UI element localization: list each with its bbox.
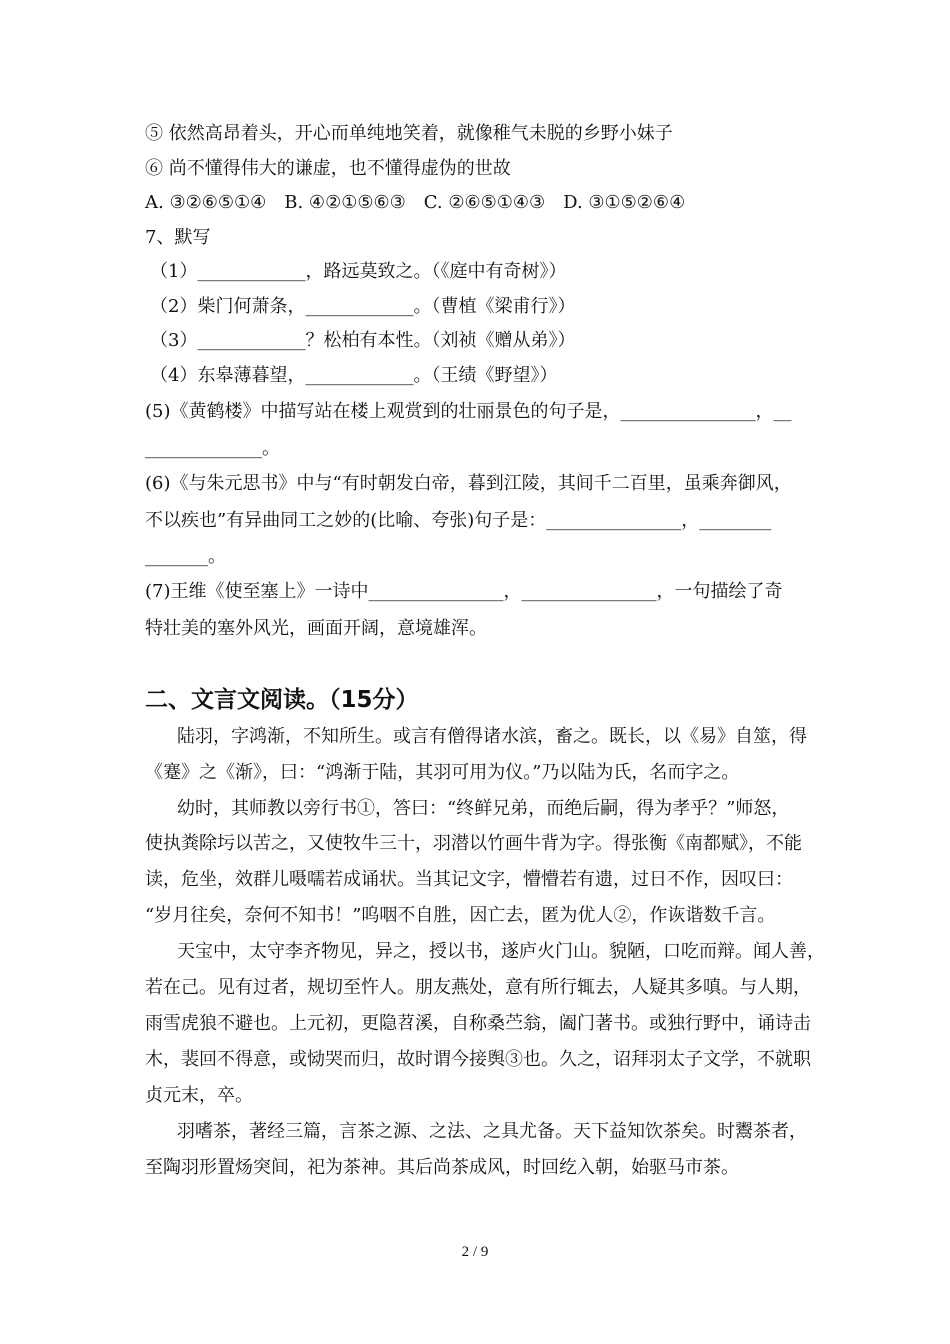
passage-p1-line2: 《蹇》之《渐》，曰：“鸿渐于陆，其羽可用为仪。”乃以陆为氏，名而字之。 bbox=[145, 762, 740, 783]
page-number: 2 / 9 bbox=[461, 1244, 489, 1260]
passage-p3-line3: 雨雪虎狼不避也。上元初，更隐苕溪，自称桑苎翁，阖门著书。或独行野中，诵诗击 bbox=[145, 1013, 811, 1034]
dictation-q5-line2: _____________。 bbox=[145, 438, 280, 459]
passage-p1-line1: 陆羽，字鸿渐，不知所生。或言有僧得诸水滨，畜之。既长，以《易》自筮，得 bbox=[177, 726, 807, 747]
dictation-q6-line1: (6)《与朱元思书》中与“有时朝发白帝，暮到江陵，其间千二百里，虽乘奔御风， bbox=[145, 473, 792, 494]
dictation-q1: （1）____________，路远莫致之。（《庭中有奇树》） bbox=[150, 261, 567, 282]
passage-p3-line1: 天宝中，太守李齐物见，异之，授以书，遂庐火门山。貌陋，口吃而辩。闻人善， bbox=[177, 941, 825, 962]
dictation-q6-line2: 不以疾也”有异曲同工之妙的(比喻、夸张)句子是：_______________，________ bbox=[145, 510, 772, 531]
dictation-q5-line1: (5)《黄鹤楼》中描写站在楼上观赏到的壮丽景色的句子是，_______________，__ bbox=[145, 401, 792, 422]
dictation-q6-line3: _______。 bbox=[145, 546, 226, 567]
dictation-q3: （3）____________？松柏有本性。（刘祯《赠从弟》） bbox=[150, 330, 576, 351]
passage-p2-line2: 使执粪除圬以苦之，又使牧牛三十，羽潜以竹画牛背为字。得张衡《南都赋》，不能 bbox=[145, 833, 802, 854]
option-item-6: ⑥ 尚不懂得伟大的谦虚，也不懂得虚伪的世故 bbox=[145, 158, 511, 179]
passage-p3-line5: 贞元末，卒。 bbox=[145, 1085, 253, 1106]
passage-p4-line2: 至陶羽形置炀突间，祀为茶神。其后尚茶成风，时回纥入朝，始驱马市茶。 bbox=[145, 1157, 739, 1178]
passage-p2-line1: 幼时，其师教以旁行书①，答曰：“终鲜兄弟，而绝后嗣，得为孝乎？”师怒， bbox=[177, 798, 790, 819]
passage-p2-line3: 读，危坐，效群儿嗫嚅若成诵状。当其记文字，懵懵若有遗，过日不作，因叹曰： bbox=[145, 869, 793, 890]
dictation-q7-line2: 特壮美的塞外风光，画面开阔，意境雄浑。 bbox=[145, 618, 487, 639]
section-heading: 二、文言文阅读。（15分） bbox=[145, 687, 419, 713]
passage-p3-line4: 木，裴回不得意，或恸哭而归，故时谓今接舆③也。久之，诏拜羽太子文学，不就职 bbox=[145, 1049, 811, 1070]
dictation-q2: （2）柴门何萧条，____________。（曹植《梁甫行》） bbox=[150, 296, 576, 317]
dictation-q7-line1: (7)王维《使至塞上》一诗中_______________，_______________，一句描绘了奇 bbox=[145, 581, 783, 602]
option-item-5: ⑤ 依然高昂着头，开心而单纯地笑着，就像稚气未脱的乡野小妹子 bbox=[145, 123, 673, 144]
dictation-title: 7、默写 bbox=[145, 227, 211, 248]
passage-p2-line4: “岁月往矣，奈何不知书！”呜咽不自胜，因亡去，匿为优人②，作诙谐数千言。 bbox=[145, 905, 776, 926]
dictation-q4: （4）东皋薄暮望，____________。（王绩《野望》） bbox=[150, 365, 558, 386]
passage-p3-line2: 若在己。见有过者，规切至忤人。朋友燕处，意有所行辄去，人疑其多嗔。与人期， bbox=[145, 977, 811, 998]
passage-p4-line1: 羽嗜茶，著经三篇，言茶之源、之法、之具尤备。天下益知饮茶矣。时鬻茶者， bbox=[177, 1121, 807, 1142]
answer-choices: A. ③②⑥⑤①④ B. ④②①⑤⑥③ C. ②⑥⑤①④③ D. ③①⑤②⑥④ bbox=[145, 192, 686, 213]
